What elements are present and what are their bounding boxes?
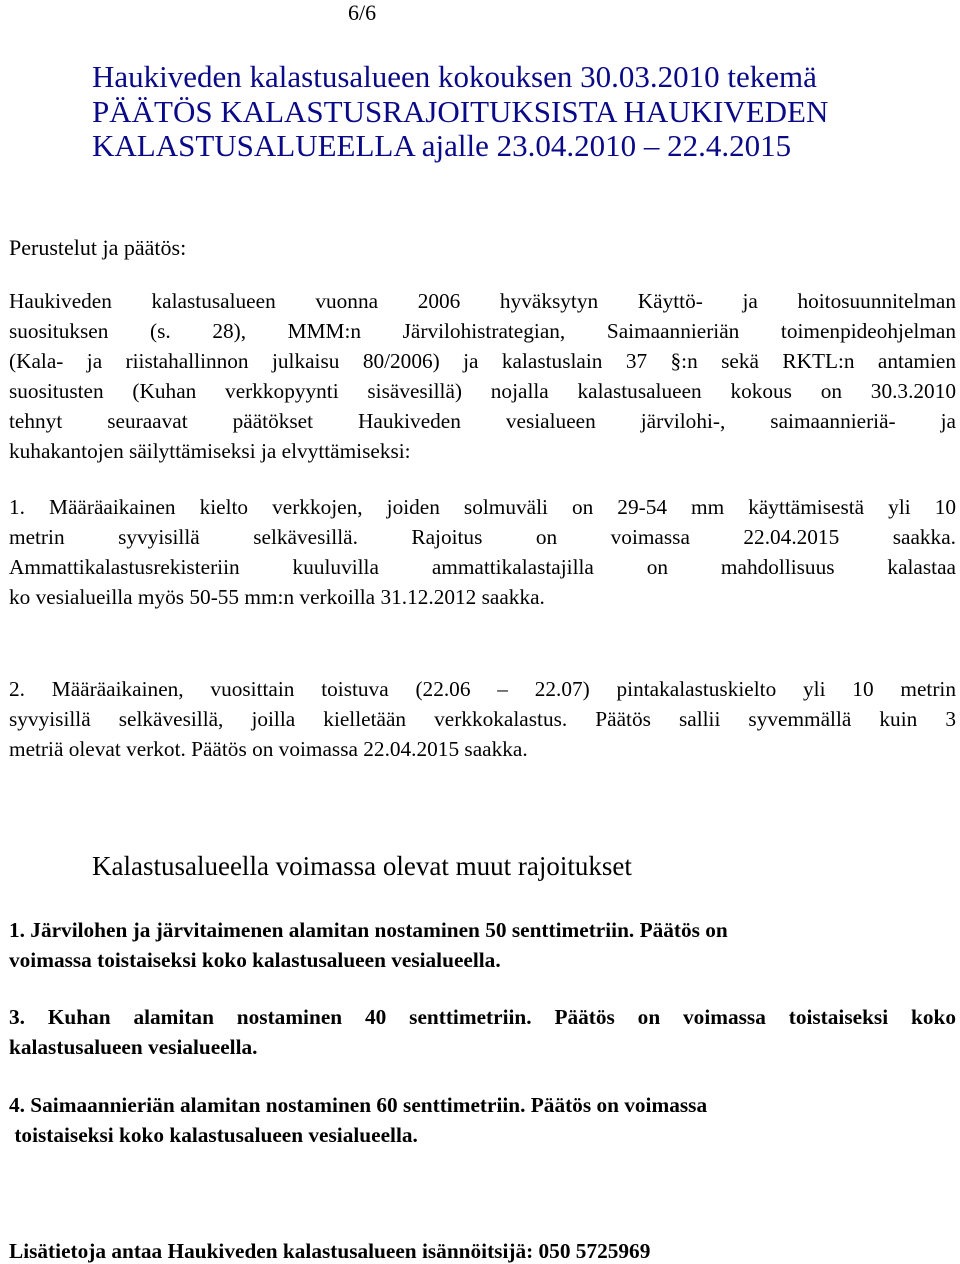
restriction-4 bbox=[9, 1090, 956, 1150]
restriction-1-line: voimassa toistaiseksi koko kalastusalueen vesialueella. bbox=[9, 948, 501, 972]
decision-1-line: 1. Määräaikainen kielto verkkojen, joiden solmuväli on 29-54 mm käyttämisestä yli 10 bbox=[9, 495, 956, 519]
decision-1-line: Ammattikalastusrekisteriin kuuluvilla ammattikalastajilla on mahdollisuus kalastaa bbox=[9, 555, 956, 579]
intro-line: (Kala- ja riistahallinnon julkaisu 80/2006) ja kalastuslain 37 §:n sekä RKTL:n antamien bbox=[9, 349, 956, 373]
restriction-1 bbox=[9, 915, 956, 975]
intro-line: tehnyt seuraavat päätökset Haukiveden vesialueen järvilohi-, saimaannieriä- ja bbox=[9, 409, 956, 433]
page-number: 6/6 bbox=[348, 0, 377, 25]
document-title-line-1: Haukiveden kalastusalueen kokouksen 30.03.2010 tekemä bbox=[92, 59, 817, 94]
restriction-3 bbox=[9, 1002, 956, 1062]
decision-2-line: syvyisillä selkävesillä, joilla kielletään verkkokalastus. Päätös sallii syvemmällä kuin 3 bbox=[9, 707, 956, 731]
document-title-line-2: PÄÄTÖS KALASTUSRAJOITUKSISTA HAUKIVEDEN bbox=[92, 94, 829, 129]
restriction-4-line: 4. Saimaannieriän alamitan nostaminen 60 senttimetriin. Päätös on voimassa bbox=[9, 1093, 708, 1117]
intro-line: suositusten (Kuhan verkkopyynti sisävesillä) nojalla kalastusalueen kokous on 30.3.2010 bbox=[9, 379, 956, 403]
intro-line: suosituksen (s. 28), MMM:n Järvilohistrategian, Saimaannieriän toimenpideohjelman bbox=[9, 319, 956, 343]
intro-line: Haukiveden kalastusalueen vuonna 2006 hyväksytyn Käyttö- ja hoitosuunnitelman bbox=[9, 289, 956, 313]
decision-2-line: metriä olevat verkot. Päätös on voimassa 22.04.2015 saakka. bbox=[9, 737, 528, 761]
decision-1-line: metrin syvyisillä selkävesillä. Rajoitus on voimassa 22.04.2015 saakka. bbox=[9, 525, 956, 549]
rationale-heading: Perustelut ja päätös: bbox=[9, 235, 187, 260]
restriction-1-line: 1. Järvilohen ja järvitaimenen alamitan nostaminen 50 senttimetriin. Päätös on bbox=[9, 918, 728, 942]
contact-footer: Lisätietoja antaa Haukiveden kalastusalueen isännöitsijä: 050 5725969 bbox=[9, 1239, 651, 1263]
other-restrictions-heading: Kalastusalueella voimassa olevat muut rajoitukset bbox=[92, 851, 632, 881]
restriction-3-line: kalastusalueen vesialueella. bbox=[9, 1035, 258, 1059]
decision-2-line: 2. Määräaikainen, vuosittain toistuva (22.06 – 22.07) pintakalastuskielto yli 10 metrin bbox=[9, 677, 956, 701]
decision-1 bbox=[9, 492, 956, 612]
decision-2 bbox=[9, 674, 956, 764]
restriction-4-line: toistaiseksi koko kalastusalueen vesialueella. bbox=[9, 1123, 418, 1147]
restriction-3-line: 3. Kuhan alamitan nostaminen 40 senttimetriin. Päätös on voimassa toistaiseksi koko bbox=[9, 1005, 956, 1029]
intro-line: kuhakantojen säilyttämiseksi ja elvyttämiseksi: bbox=[9, 439, 411, 463]
decision-1-line: ko vesialueilla myös 50-55 mm:n verkoilla 31.12.2012 saakka. bbox=[9, 585, 545, 609]
document-title-line-3: KALASTUSALUEELLA ajalle 23.04.2010 – 22.4.2015 bbox=[92, 128, 792, 163]
intro-paragraph bbox=[9, 286, 956, 466]
